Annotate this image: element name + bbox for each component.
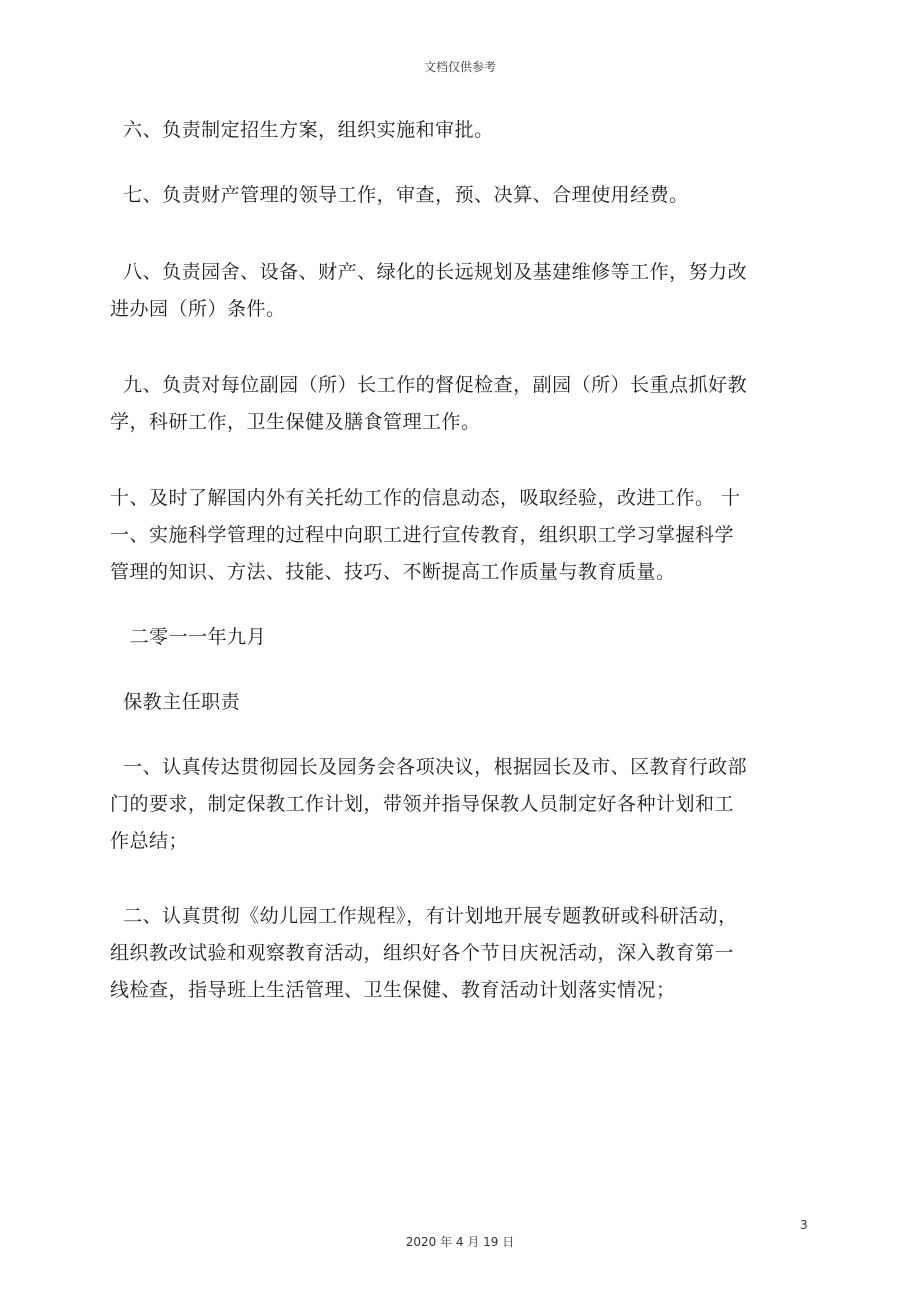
paragraph-item-9: 九、负责对每位副园（所）长工作的督促检查，副园（所）长重点抓好教学，科研工作，卫生保健及膳食管理工作。 [110,374,748,433]
page-footer-date: 2020 年 4 月 19 日 [405,1235,515,1249]
duty-item-1: 一、认真传达贯彻园长及园务会各项决议，根据园长及市、区教育行政部门的要求，制定保教工作计划，带领并指导保教人员制定好各种计划和工作总结； [110,756,748,852]
document-body [110,112,750,1009]
duty-item-2: 二、认真贯彻《幼儿园工作规程》，有计划地开展专题教研或科研活动，组织教改试验和观察教育活动，组织好各个节日庆祝活动，深入教育第一线检查，指导班上生活管理、卫生保健、教育活动计划落实情况； [110,905,738,1001]
paragraph-item-8: 八、负责园舍、设备、财产、绿化的长远规划及基建维修等工作，努力改进办园（所）条件。 [110,261,748,320]
page-header: 文档仅供参考 [423,60,496,74]
paragraph-item-6: 六、负责制定招生方案，组织实施和审批。 [110,119,494,141]
document-date: 二零一一年九月 [110,626,267,648]
paragraph-item-7: 七、负责财产管理的领导工作，审查，预、决算、合理使用经费。 [110,184,689,206]
paragraph-item-10-11: 十、及时了解国内外有关托幼工作的信息动态，吸取经验，改进工作。 十一、实施科学管理的过程中向职工进行宣传教育，组织职工学习掌握科学管理的知识、方法、技能、技巧、不断提高工作质量与教育质量。 [110,487,741,583]
section-heading: 保教主任职责 [110,691,241,713]
page-number: 3 [800,1218,808,1232]
